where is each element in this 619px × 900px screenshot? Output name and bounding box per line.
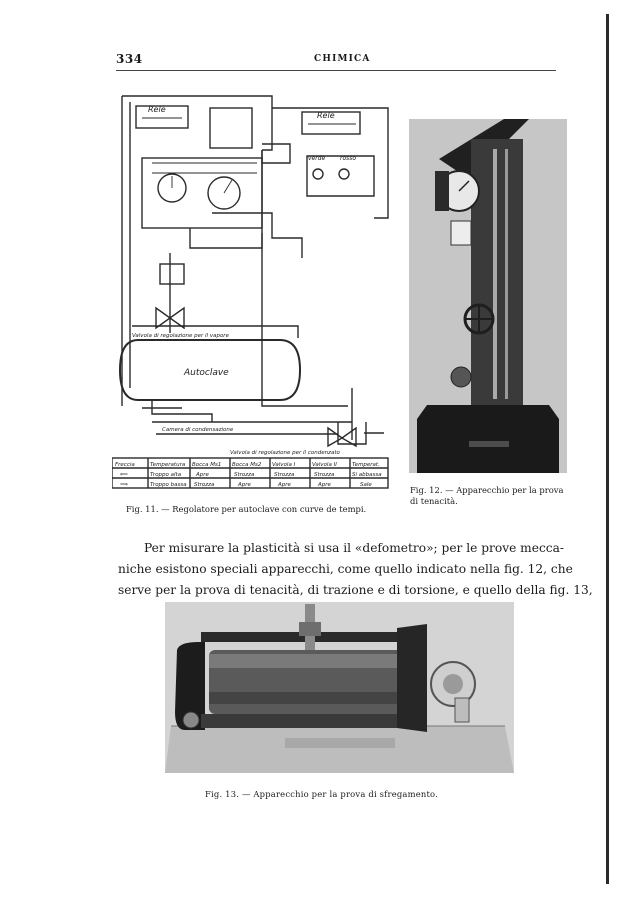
table-cell: Strozza [234,472,255,478]
body-paragraph [118,538,593,601]
table-cell: Bocca Ms2 [232,462,262,468]
table-cell: Valvola I [272,462,296,468]
diagram-label-rele-left: Rele [148,105,166,114]
table-cell: Apre [196,472,209,478]
diagram-label-autoclave: Autoclave [184,368,229,378]
figure-11-diagram [112,88,396,498]
header-rule [116,70,556,71]
page-edge [606,14,609,884]
diagram-label-valvola-condenzato: Valvola di regolazione per il condenzato [230,450,340,456]
table-cell: Sale [360,482,372,488]
diagram-label-rele-right: Rele [317,111,335,120]
table-cell: Strozza [274,472,295,478]
table-cell: Apre [278,482,291,488]
table-cell: Bocca Ms1 [192,462,222,468]
figure-13-caption: Fig. 13. — Apparecchio per la prova di sfregamento. [205,789,439,799]
table-cell: Troppo bassa [150,482,187,488]
body-line-3: serve per la prova di tenacità, di trazione e di torsione, e quello della fig. 13, [118,583,593,597]
table-cell: Apre [318,482,331,488]
table-cell: Temperat. [352,462,380,468]
table-cell: Apre [238,482,251,488]
page-number: 334 [116,52,143,66]
table-cell: ⟸ [120,472,128,478]
diagram-label-verde: verde [308,155,326,162]
running-title: CHIMICA [314,54,371,64]
table-cell: Strozza [194,482,215,488]
table-cell: Troppo alta [150,472,182,478]
table-cell: ⟹ [120,482,128,488]
figure-12-caption: Fig. 12. — Apparecchio per la prova di tenacità. [410,485,564,506]
table-cell: Si abbassa [352,472,382,478]
body-line-2: niche esistono speciali apparecchi, come quello indicato nella fig. 12, che [118,562,573,576]
diagram-label-rosso: rosso [340,155,357,162]
diagram-label-camera: Camera di condensazione [162,427,234,433]
table-cell: Freccia [115,462,135,468]
figure-11-caption: Fig. 11. — Regolatore per autoclave con curve de tempi. [126,504,367,514]
table-cell: Temperatura [150,462,186,468]
diagram-label-valvola-vapore: Valvola di regolazione per il vapore [132,333,229,339]
table-cell: Valvola II [312,462,337,468]
table-cell: Strozza [314,472,335,478]
figure-12-photo [409,119,567,473]
body-line-1: Per misurare la plasticità si usa il «defometro»; per le prove mecca- [144,541,564,555]
figure-13-photo [165,602,514,773]
